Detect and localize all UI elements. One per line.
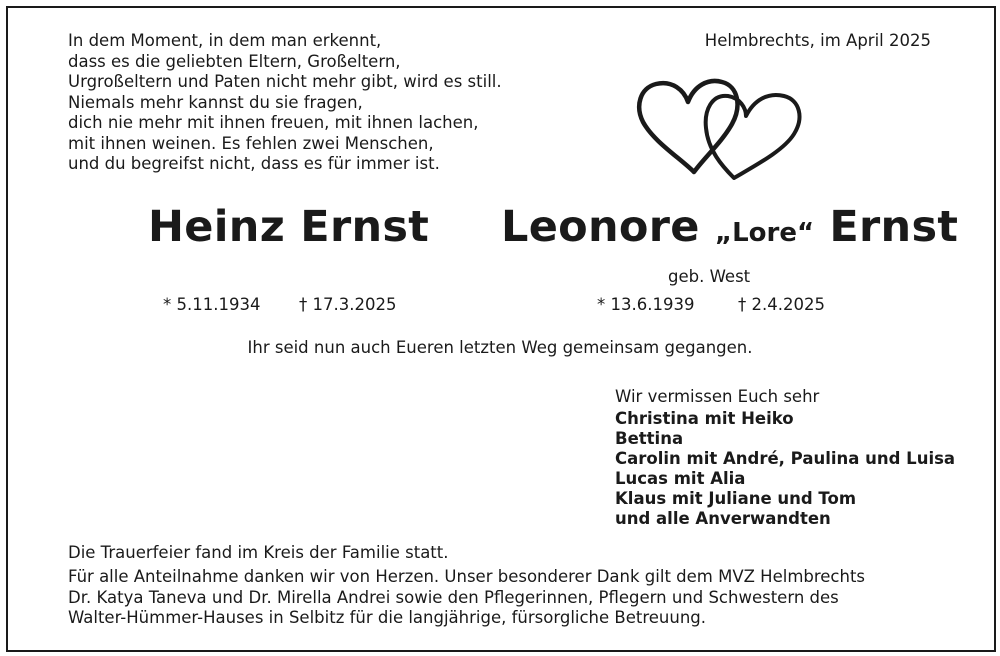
death-date-leonore: † 2.4.2025	[738, 295, 825, 314]
funeral-note: Die Trauerfeier fand im Kreis der Familie statt.	[68, 543, 449, 562]
thanks-line: Walter-Hümmer-Hauses in Selbitz für die langjährige, fürsorgliche Betreuung.	[68, 608, 707, 627]
birth-date-leonore: * 13.6.1939	[597, 295, 695, 314]
poem-line: Urgroßeltern und Paten nicht mehr gibt, wird es still.	[68, 72, 502, 91]
family-member: Bettina	[615, 429, 684, 448]
poem-line: In dem Moment, in dem man erkennt,	[68, 31, 382, 50]
maiden-name: geb. West	[668, 267, 751, 286]
place-date: Helmbrechts, im April 2025	[704, 31, 931, 50]
poem-line: mit ihnen weinen. Es fehlen zwei Menschen,	[68, 133, 434, 153]
family-member: Christina mit Heiko	[615, 409, 794, 428]
family-member: Klaus mit Juliane und Tom	[615, 489, 857, 508]
poem-line: und du begreifst nicht, dass es für immer ist.	[68, 154, 440, 173]
poem	[68, 31, 502, 175]
nickname: „Lore“	[715, 218, 815, 248]
birth-date-heinz: * 5.11.1934	[163, 295, 261, 314]
poem-line: Niemals mehr kannst du sie fragen,	[68, 92, 363, 112]
thanks-line: Für alle Anteilnahme danken wir von Herzen. Unser besonderer Dank gilt dem MVZ Helmbrechts	[68, 567, 866, 586]
two-hearts-icon	[636, 70, 806, 182]
family-member: Carolin mit André, Paulina und Luisa	[615, 449, 956, 468]
closing-line: Ihr seid nun auch Eueren letzten Weg gemeinsam gegangen.	[247, 338, 753, 357]
name-leonore-ernst	[501, 202, 958, 258]
family-list	[615, 409, 955, 529]
first-name: Leonore	[501, 202, 700, 252]
thanks-text	[68, 567, 865, 629]
missing-line: Wir vermissen Euch sehr	[615, 387, 820, 406]
thanks-line: Dr. Katya Taneva und Dr. Mirella Andrei sowie den Pflegerinnen, Pflegern und Schwestern des	[68, 587, 839, 607]
family-member: und alle Anverwandten	[615, 509, 831, 528]
family-member: Lucas mit Alia	[615, 469, 746, 488]
last-name: Ernst	[829, 202, 959, 252]
poem-line: dass es die geliebten Eltern, Großeltern,	[68, 51, 401, 71]
name-heinz-ernst: Heinz Ernst	[148, 202, 430, 252]
death-date-heinz: † 17.3.2025	[299, 295, 397, 314]
poem-line: dich nie mehr mit ihnen freuen, mit ihnen lachen,	[68, 113, 479, 132]
